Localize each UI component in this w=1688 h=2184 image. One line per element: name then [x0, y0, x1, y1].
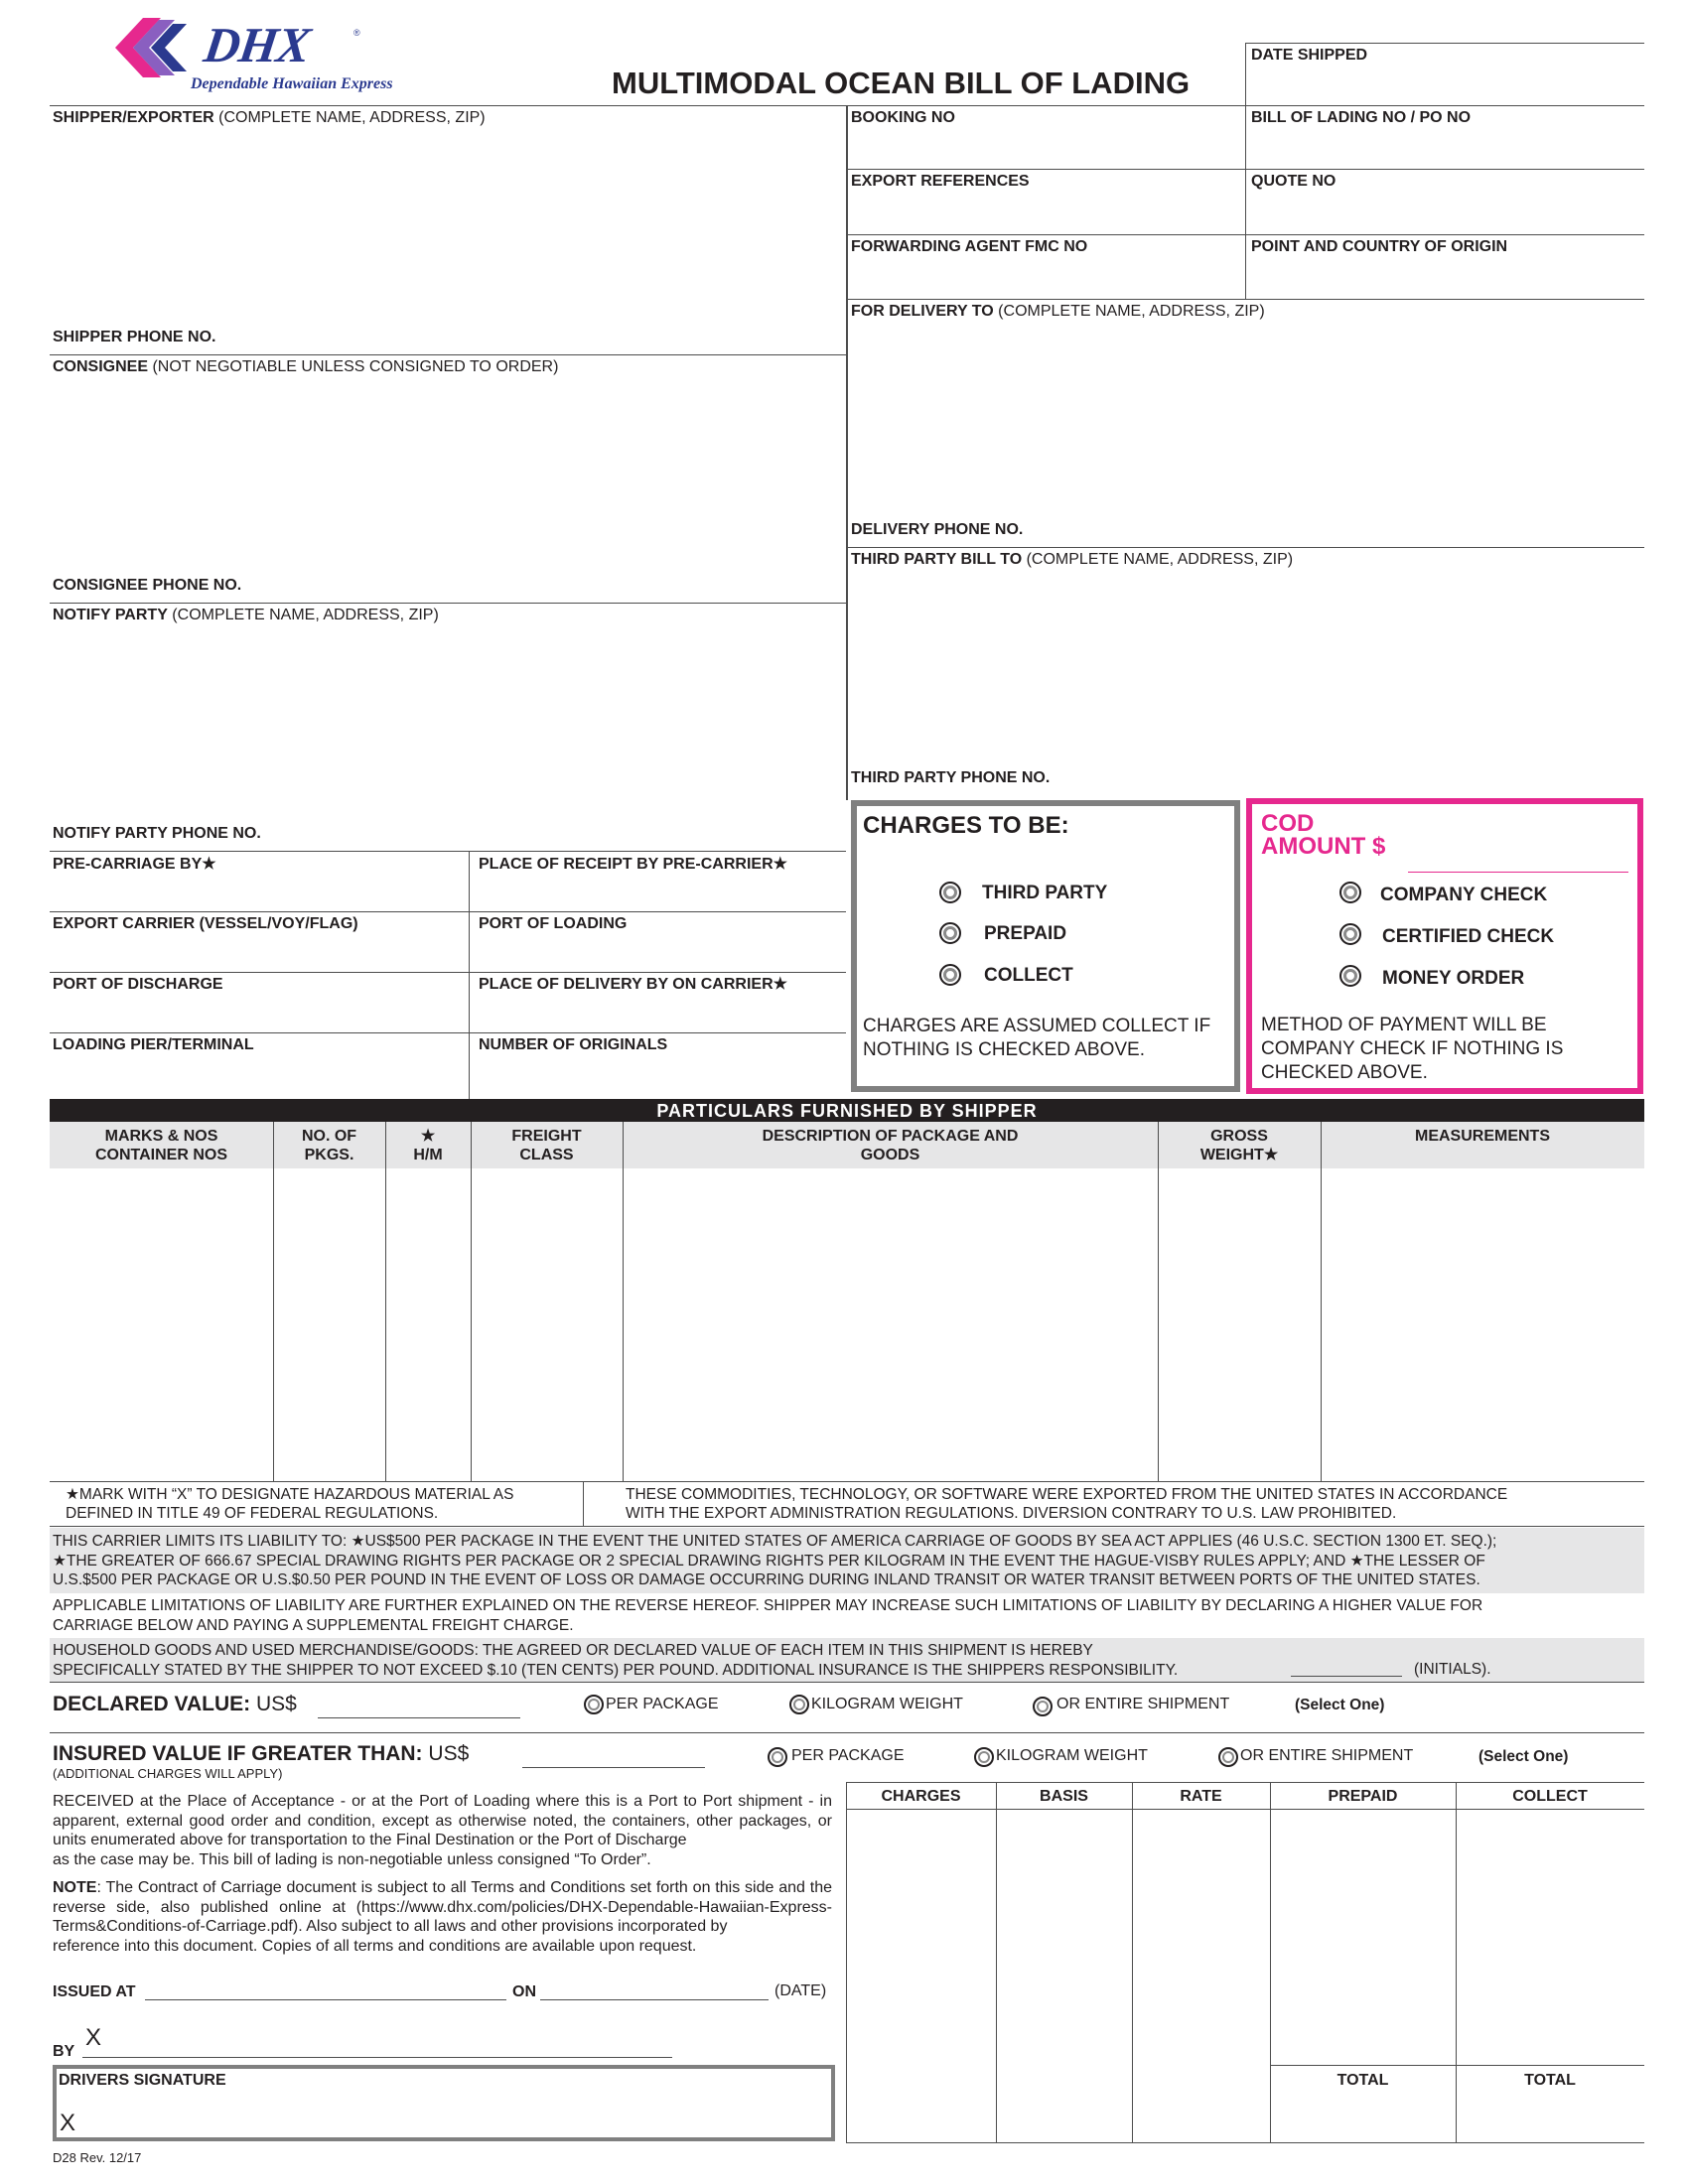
number-of-originals-label: NUMBER OF ORIGINALS — [479, 1036, 668, 1053]
col-description: DESCRIPTION OF PACKAGE AND GOODS — [762, 1128, 1019, 1163]
col-marks-nos: MARKS & NOS CONTAINER NOS — [94, 1128, 228, 1163]
registered-mark: ® — [353, 28, 360, 38]
prepaid-option: PREPAID — [984, 923, 1067, 944]
third-party-phone-label: THIRD PARTY PHONE NO. — [851, 769, 1051, 786]
insured-kilogram: KILOGRAM WEIGHT — [996, 1747, 1148, 1764]
dhx-chevron-icon — [115, 18, 195, 77]
drivers-signature-label: DRIVERS SIGNATURE — [59, 2072, 226, 2089]
col-measurements: MEASUREMENTS — [1414, 1128, 1550, 1145]
by-label: BY — [53, 2043, 75, 2060]
collect-option: COLLECT — [984, 965, 1073, 986]
by-signature-line[interactable] — [82, 2057, 672, 2058]
shipper-exporter-label: SHIPPER/EXPORTER (COMPLETE NAME, ADDRESS, ZIP) — [53, 109, 486, 126]
initials-line[interactable] — [1291, 1676, 1402, 1677]
insured-note: (ADDITIONAL CHARGES WILL APPLY) — [53, 1766, 283, 1781]
declared-per-package-radio[interactable] — [584, 1695, 604, 1714]
booking-no-label: BOOKING NO — [851, 109, 955, 126]
money-order-radio[interactable] — [1339, 965, 1361, 987]
pre-carriage-by-label: PRE-CARRIAGE BY★ — [53, 856, 216, 873]
date-shipped-label: DATE SHIPPED — [1251, 47, 1368, 64]
particulars-banner-text: PARTICULARS FURNISHED BY SHIPPER — [656, 1101, 1038, 1121]
company-check-option: COMPANY CHECK — [1380, 885, 1548, 905]
insured-value: INSURED VALUE IF GREATER THAN: US$ — [53, 1742, 470, 1765]
certified-check-radio[interactable] — [1339, 923, 1361, 945]
insured-per-package: PER PACKAGE — [791, 1747, 905, 1764]
company-check-radio[interactable] — [1339, 882, 1361, 903]
consignee-label: CONSIGNEE (NOT NEGOTIABLE UNLESS CONSIGNED TO ORDER) — [53, 358, 559, 375]
cod-title: COD AMOUNT $ — [1261, 810, 1386, 860]
dhx-wordmark: DHX — [201, 17, 314, 72]
point-of-origin-label: POINT AND COUNTRY OF ORIGIN — [1251, 238, 1508, 255]
declared-value-line[interactable] — [318, 1717, 520, 1718]
export-carrier-label: EXPORT CARRIER (VESSEL/VOY/FLAG) — [53, 915, 358, 932]
third-party-radio[interactable] — [939, 882, 961, 903]
charges-col-collect: COLLECT — [1512, 1788, 1588, 1805]
charges-col-basis: BASIS — [1040, 1788, 1088, 1805]
third-party-bill-to-label: THIRD PARTY BILL TO (COMPLETE NAME, ADDRESS, ZIP) — [851, 551, 1294, 568]
by-signature-x: X — [85, 2024, 102, 2051]
on-label: ON — [512, 1983, 536, 2000]
col-gross-weight: GROSS WEIGHT★ — [1199, 1128, 1279, 1163]
export-references-label: EXPORT REFERENCES — [851, 173, 1030, 190]
charges-col-prepaid: PREPAID — [1328, 1788, 1398, 1805]
hazmat-note: ★MARK WITH “X” TO DESIGNATE HAZARDOUS MATERIAL AS DEFINED IN TITLE 49 OF FEDERAL REGULATIONS. — [66, 1486, 514, 1522]
declared-select-one: (Select One) — [1295, 1697, 1385, 1713]
delivery-phone-label: DELIVERY PHONE NO. — [851, 521, 1024, 538]
prepaid-total-label: TOTAL — [1336, 2072, 1389, 2089]
household-text: HOUSEHOLD GOODS AND USED MERCHANDISE/GOODS: THE AGREED OR DECLARED VALUE OF EACH ITEM IN THIS SHIPMENT IS HEREBY SPECIFICALLY STATED BY THE SHIPPER TO NOT EXCEED $.10 (TEN CENTS) PER POUND. ADDITIONAL INSURANCE IS THE SHIPPERS RESPONSIBILITY. — [53, 1642, 1179, 1679]
certified-check-option: CERTIFIED CHECK — [1382, 926, 1555, 947]
page-title: MULTIMODAL OCEAN BILL OF LADING — [612, 66, 1191, 100]
declared-kilogram: KILOGRAM WEIGHT — [811, 1696, 963, 1712]
charges-to-be-title: CHARGES TO BE: — [863, 812, 1069, 839]
col-no-of-pkgs: NO. OF PKGS. — [301, 1128, 357, 1163]
charges-col-charges: CHARGES — [881, 1788, 961, 1805]
issued-at-line[interactable] — [145, 1999, 506, 2000]
declared-per-package: PER PACKAGE — [606, 1696, 719, 1712]
date-label: (DATE) — [774, 1982, 827, 1999]
loading-pier-label: LOADING PIER/TERMINAL — [53, 1036, 254, 1053]
charges-col-rate: RATE — [1180, 1788, 1222, 1805]
declared-entire-radio[interactable] — [1033, 1697, 1053, 1716]
insured-select-one: (Select One) — [1478, 1748, 1569, 1765]
dhx-tagline: Dependable Hawaiian Express — [191, 75, 393, 92]
on-date-line[interactable] — [540, 1999, 769, 2000]
liability-text: THIS CARRIER LIMITS ITS LIABILITY TO: ★US$500 PER PACKAGE IN THE EVENT THE UNITED STATES OF AMERICA CARRIAGE OF GOODS BY SEA ACT APPLIES (46 U.S.C. SECTION 1300 ET. SEQ.); ★THE GREATER OF 666.67 SPECIAL DRAWING RIGHTS PER PACKAGE OR 2 SPECIAL DRAWING RIGHTS PER KILOGRAM IN THE EVENT THE HAGUE-VISBY RULES APPLY; AND ★THE LESSER OF U.S.$500 PER PACKAGE OR U.S.$0.50 PER POUND IN THE EVENT OF LOSS OR DAMAGE OCCURRING DURING INLAND TRANSIT OR WATER TRANSIT BETWEEN PORTS OF THE UNITED STATES. — [53, 1533, 1497, 1588]
insured-per-package-radio[interactable] — [768, 1747, 787, 1767]
notify-party-label: NOTIFY PARTY (COMPLETE NAME, ADDRESS, ZIP) — [53, 607, 439, 623]
place-of-receipt-label: PLACE OF RECEIPT BY PRE-CARRIER★ — [479, 856, 787, 873]
dhx-logo — [115, 14, 403, 99]
form-number: D28 Rev. 12/17 — [53, 2150, 142, 2165]
third-party-option: THIRD PARTY — [982, 883, 1108, 903]
drivers-signature-x: X — [60, 2110, 76, 2136]
insured-value-line[interactable] — [522, 1767, 705, 1768]
port-of-loading-label: PORT OF LOADING — [479, 915, 628, 932]
cod-note: METHOD OF PAYMENT WILL BE COMPANY CHECK IF NOTHING IS CHECKED ABOVE. — [1261, 1015, 1564, 1083]
place-of-delivery-label: PLACE OF DELIVERY BY ON CARRIER★ — [479, 976, 787, 993]
forwarding-agent-label: FORWARDING AGENT FMC NO — [851, 238, 1088, 255]
prepaid-radio[interactable] — [939, 922, 961, 944]
notify-party-phone-label: NOTIFY PARTY PHONE NO. — [53, 825, 261, 842]
collect-total-label: TOTAL — [1524, 2072, 1576, 2089]
insured-entire: OR ENTIRE SHIPMENT — [1240, 1747, 1414, 1764]
limitations-text: APPLICABLE LIMITATIONS OF LIABILITY ARE FURTHER EXPLAINED ON THE REVERSE HEREOF. SHIPPER MAY INCREASE SUCH LIMITATIONS OF LIABILITY BY DECLARING A HIGHER VALUE FOR CARRIAGE BELOW AND PAYING A SUPPLEMENTAL FREIGHT CHARGE. — [53, 1597, 1483, 1634]
quote-no-label: QUOTE NO — [1251, 173, 1336, 190]
port-of-discharge-label: PORT OF DISCHARGE — [53, 976, 223, 993]
insured-kilogram-radio[interactable] — [974, 1747, 994, 1767]
export-note: THESE COMMODITIES, TECHNOLOGY, OR SOFTWARE WERE EXPORTED FROM THE UNITED STATES IN ACCORDANCE WITH THE EXPORT ADMINISTRATION REGULATIONS. DIVERSION CONTRARY TO U.S. LAW PROHIBITED. — [626, 1486, 1508, 1522]
collect-radio[interactable] — [939, 964, 961, 986]
money-order-option: MONEY ORDER — [1382, 968, 1525, 989]
charges-note: CHARGES ARE ASSUMED COLLECT IF NOTHING IS CHECKED ABOVE. — [863, 1016, 1211, 1060]
shipper-phone-label: SHIPPER PHONE NO. — [53, 329, 216, 345]
issued-at-label: ISSUED AT — [53, 1983, 136, 2000]
initials-label: (INITIALS). — [1414, 1661, 1491, 1678]
cod-amount-line — [1408, 872, 1628, 873]
declared-entire: OR ENTIRE SHIPMENT — [1056, 1696, 1230, 1712]
declared-kilogram-radio[interactable] — [789, 1695, 809, 1714]
for-delivery-to-label: FOR DELIVERY TO (COMPLETE NAME, ADDRESS, ZIP) — [851, 303, 1265, 320]
col-hm: ★ H/M — [413, 1128, 443, 1163]
insured-entire-radio[interactable] — [1218, 1747, 1238, 1767]
received-paragraph: RECEIVED at the Place of Acceptance - or at the Port of Loading where this is a Port to Port shipment - in apparent, external good order and condition, except as otherwise noted, the containers, other packages, or units enumerated above for transportation to the Final Destination or the Port of Discharge as the case may be. This bill of lading is non-negotiable unless consigned “To Order”. — [53, 1793, 832, 1868]
bill-of-lading-no-label: BILL OF LADING NO / PO NO — [1251, 109, 1472, 126]
consignee-phone-label: CONSIGNEE PHONE NO. — [53, 577, 242, 594]
note-paragraph: NOTE: The Contract of Carriage document is subject to all Terms and Conditions set forth on this side and the reverse side, also published online at (https://www.dhx.com/policies/DHX-Dependable-Hawaiian-Express-Terms&Conditions-of-Carriage.pdf). Also subject to all laws and other provisions incorporated by reference into this document. Copies of all terms and conditions are available upon request. — [53, 1879, 832, 1955]
declared-value: DECLARED VALUE: US$ — [53, 1693, 297, 1715]
col-freight-class: FREIGHT CLASS — [511, 1128, 582, 1163]
